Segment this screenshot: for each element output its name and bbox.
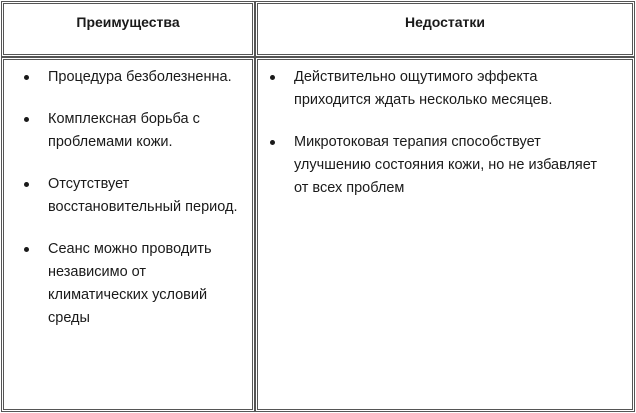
list-item xyxy=(268,66,608,112)
list-item xyxy=(22,238,244,330)
header-advantages: Преимущества xyxy=(76,14,180,30)
bullet-icon xyxy=(270,75,275,80)
advantages-list xyxy=(22,66,244,349)
bullet-icon xyxy=(24,75,29,80)
header-cell-disadvantages xyxy=(257,3,633,55)
advantage-text: Комплексная борьба с проблемами кожи. xyxy=(48,111,200,150)
disadvantages-list xyxy=(268,66,608,219)
list-item xyxy=(22,66,244,89)
header-disadvantages: Недостатки xyxy=(404,14,486,30)
header-cell-advantages xyxy=(3,3,253,55)
bullet-icon xyxy=(270,140,275,145)
advantage-text: Процедура безболезненна. xyxy=(48,69,232,85)
list-item xyxy=(22,173,244,219)
bullet-icon xyxy=(24,247,29,252)
advantage-text: Отсутствует восстановительный период. xyxy=(48,176,238,215)
list-item xyxy=(22,108,244,154)
disadvantage-text: Микротоковая терапия способствует улучшению состояния кожи, но не избавляет от всех проблем xyxy=(294,134,598,196)
advantage-text: Сеанс можно проводить независимо от климатических условий среды xyxy=(48,241,212,326)
bullet-icon xyxy=(24,117,29,122)
list-item xyxy=(268,131,608,200)
bullet-icon xyxy=(24,182,29,187)
disadvantage-text: Действительно ощутимого эффекта приходится ждать несколько месяцев. xyxy=(294,69,553,108)
